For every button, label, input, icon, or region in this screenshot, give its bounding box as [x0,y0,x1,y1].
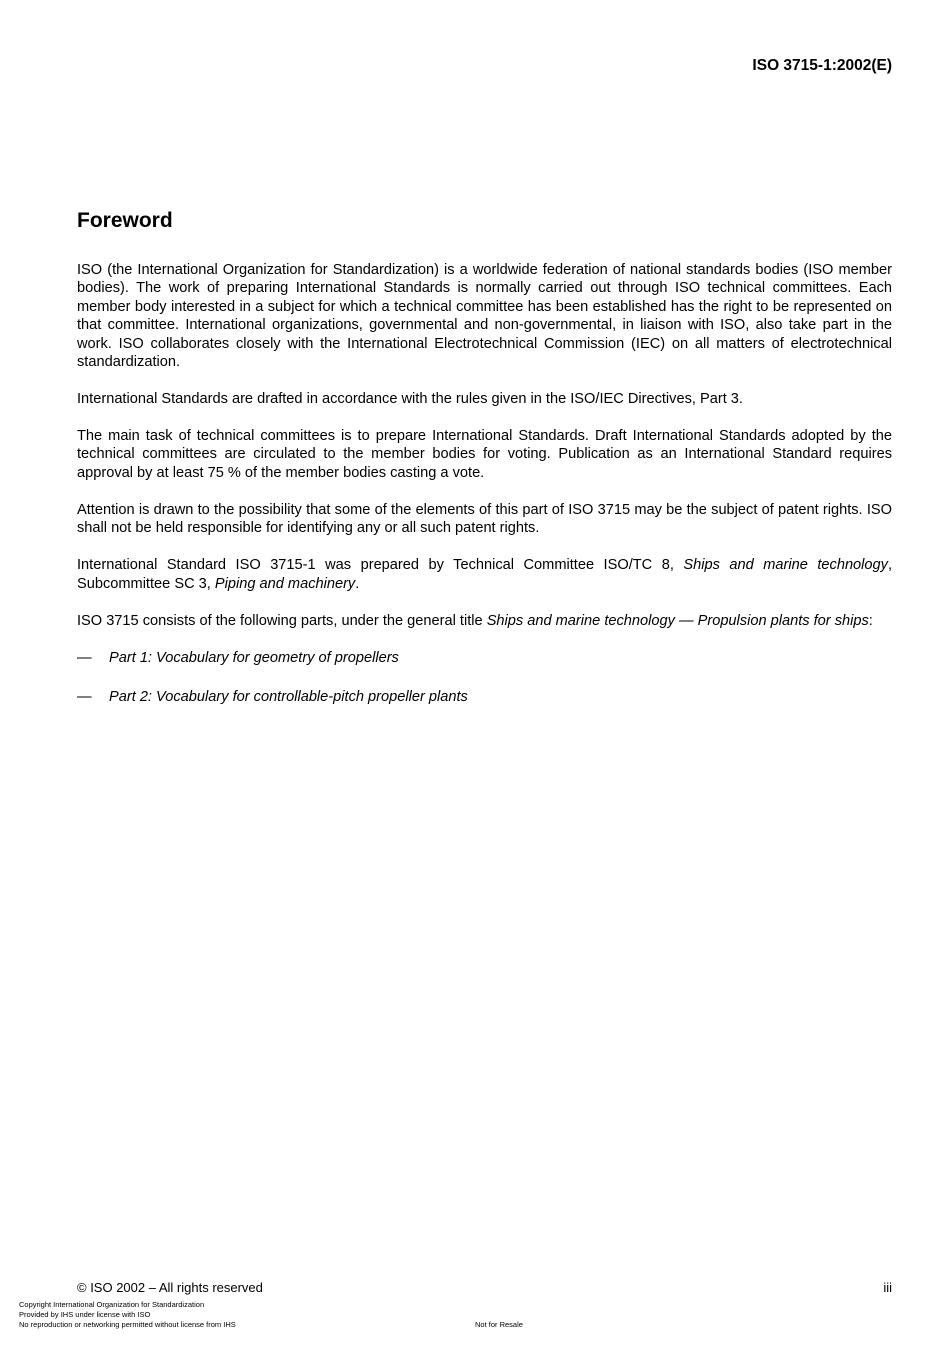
list-item [77,688,892,706]
paragraph: ISO (the International Organization for Standardization) is a worldwide federation of national standards bodies (ISO member bodies). The work of preparing International Standards is normally carried out through ISO technical committees. Each member body interested in a subject for which a technical committee has been established has the right to be represented on that committee. International organizations, governmental and non-governmental, in liaison with ISO, also take part in the work. ISO collaborates closely with the International Electrotechnical Commission (IEC) on all matters of electrotechnical standardization. [77,262,892,371]
text: : [868,612,873,629]
list-item-label: Part 1: Vocabulary for geometry of propellers [109,649,399,666]
dash-bullet: — [77,688,92,705]
copyright-footer: © ISO 2002 – All rights reserved [77,1280,263,1295]
page-number: iii [883,1280,892,1295]
license-line: Copyright International Organization for Standardization [19,1300,205,1309]
text: , Subcommittee SC 3, [77,557,893,592]
page-title: Foreword [77,209,173,232]
paragraph: The main task of technical committees is to prepare International Standards. Draft International Standards adopted by the technical committees are circulated to the member bodies for voting. Publication as an International Standard requires approval by at least 75 % of the member bodies casting a vote. [77,428,892,481]
italic-text: Ships and marine technology [683,557,888,574]
document-id-header: ISO 3715-1:2002(E) [752,57,892,74]
paragraph [77,612,892,630]
italic-text: Ships and marine technology — Propulsion plants for ships [486,612,869,629]
paragraph: Attention is drawn to the possibility that some of the elements of this part of ISO 3715 may be the subject of patent rights. ISO shall not be held responsible for identifying any or all such patent rights. [77,501,892,537]
document-body [77,261,892,726]
text: . [355,575,360,592]
not-for-resale-note: Not for Resale [475,1320,523,1329]
license-line: No reproduction or networking permitted without license from IHS [19,1320,236,1329]
license-line: Provided by IHS under license with ISO [19,1310,151,1319]
list-item [77,649,892,667]
italic-text: Piping and machinery [214,575,356,592]
text: International Standard ISO 3715-1 was prepared by Technical Committee ISO/TC 8, [77,557,684,574]
paragraph: International Standards are drafted in accordance with the rules given in the ISO/IEC Directives, Part 3. [77,391,743,408]
paragraph [77,556,892,593]
dash-bullet: — [77,649,92,666]
text: ISO 3715 consists of the following parts, under the general title [77,612,487,629]
list-item-label: Part 2: Vocabulary for controllable-pitch propeller plants [109,688,468,705]
